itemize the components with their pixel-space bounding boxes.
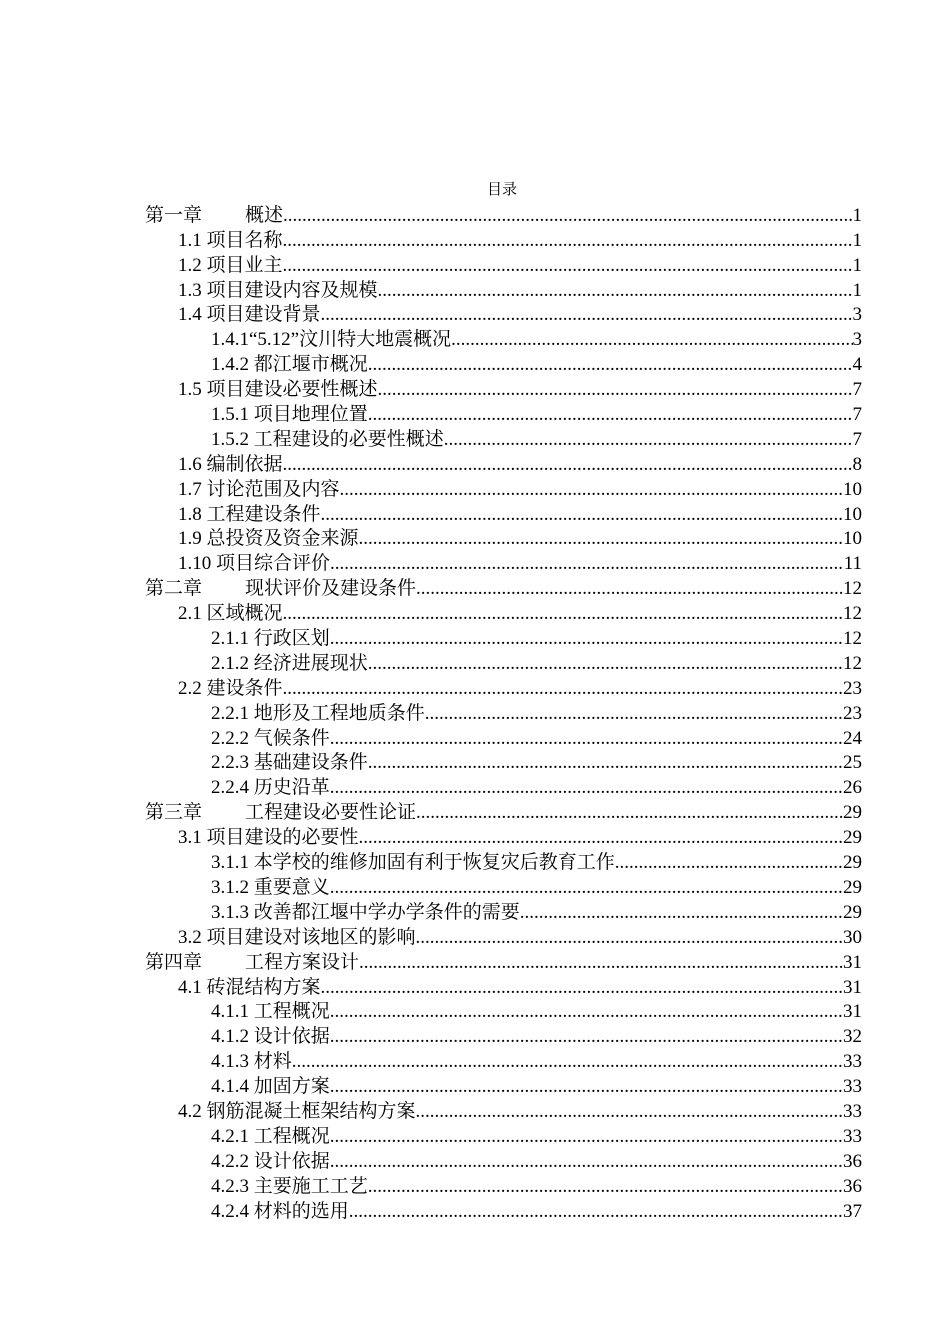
toc-page-number: 10 [843,503,862,525]
toc-page-number: 10 [843,478,862,500]
toc-dot-leader [615,852,843,874]
toc-dot-leader [330,1151,843,1173]
toc-entry-text: 3.1.2 重要意义 [211,876,330,898]
toc-page-number: 29 [843,876,862,898]
toc-page-number: 3 [852,304,862,326]
toc-chapter-row[interactable] [0,949,950,974]
toc-subsection-row[interactable] [0,326,950,351]
toc-entry-label [178,255,283,277]
toc-entry-text: 4.2.2 设计依据 [211,1150,330,1172]
toc-section-row[interactable] [0,376,950,401]
toc-entry-label [211,404,368,426]
toc-entry-text: 3.2 项目建设对该地区的影响 [178,926,416,948]
toc-entry-text: 工程建设必要性论证 [245,802,417,824]
toc-dot-leader [330,628,843,650]
toc-subsection-row[interactable] [0,351,950,376]
toc-entry-text: 1.9 总投资及资金来源 [178,528,359,550]
toc-entry-label [211,1001,330,1023]
toc-entry-text: 概述 [245,204,284,226]
toc-dot-leader [359,952,843,974]
toc-entry-label [178,977,321,999]
toc-entry-label [178,827,359,849]
toc-dot-leader [330,728,843,750]
toc-entry-text: 1.4.1“5.12”汶川特大地震概况 [211,329,452,351]
toc-entry-label [211,1151,330,1173]
table-of-contents [0,202,950,1223]
toc-section-row[interactable] [0,476,950,501]
toc-entry-label [211,1126,330,1148]
toc-entry-text: 1.8 工程建设条件 [178,503,321,525]
toc-dot-leader [330,553,844,575]
toc-chapter-row[interactable] [0,202,950,227]
toc-page-number: 11 [843,553,862,575]
toc-page-number: 33 [843,1100,862,1122]
toc-dot-leader [368,752,843,774]
toc-entry-text: 2.2.1 地形及工程地质条件 [211,702,425,724]
toc-subsection-row[interactable] [0,1148,950,1173]
toc-dot-leader [283,230,853,252]
toc-section-row[interactable] [0,550,950,575]
toc-entry-label [211,902,520,924]
toc-subsection-row[interactable] [0,899,950,924]
toc-dot-leader [359,528,843,550]
toc-dot-leader [349,1201,843,1223]
toc-page-number: 12 [843,628,862,650]
toc-entry-label [178,553,330,575]
toc-dot-leader [283,678,843,700]
toc-entry-text: 4.1.4 加固方案 [211,1076,330,1098]
toc-subsection-row[interactable] [0,1073,950,1098]
toc-page-number: 26 [843,777,862,799]
toc-section-row[interactable] [0,974,950,999]
toc-entry-text: 2.2 建设条件 [178,677,283,699]
toc-entry-label [211,728,330,750]
toc-entry-label [178,504,321,526]
toc-dot-leader [330,1126,843,1148]
toc-entry-text: 3.1 项目建设的必要性 [178,827,359,849]
toc-entry-label [178,927,416,949]
toc-entry-label [211,852,615,874]
toc-entry-text: 现状评价及建设条件 [245,578,417,600]
toc-dot-leader [451,329,852,351]
toc-entry-label [145,952,359,974]
toc-page-number: 12 [843,652,862,674]
toc-page-number: 33 [843,1051,862,1073]
toc-entry-text: 1.1 项目名称 [178,229,283,251]
toc-entry-text: 4.1 砖混结构方案 [178,976,321,998]
toc-entry-text: 1.6 编制依据 [178,453,283,475]
toc-chapter-number: 第四章 [145,951,203,973]
toc-section-row[interactable] [0,824,950,849]
toc-dot-leader [416,802,843,824]
toc-page-number: 10 [843,528,862,550]
toc-page-number: 1 [852,279,862,301]
toc-entry-label [178,1101,416,1123]
toc-entry-text: 工程方案设计 [245,951,360,973]
toc-entry-text: 1.5.1 项目地理位置 [211,404,368,426]
toc-entry-label [178,454,283,476]
toc-page-number: 29 [843,802,862,824]
toc-section-row[interactable] [0,1098,950,1123]
toc-subsection-row[interactable] [0,700,950,725]
toc-entry-label [145,578,416,600]
toc-dot-leader [368,653,843,675]
toc-subsection-row[interactable] [0,874,950,899]
toc-entry-text: 3.1.1 本学校的维修加固有利于恢复灾后教育工作 [211,852,615,874]
toc-entry-text: 4.1.3 材料 [211,1051,292,1073]
toc-subsection-row[interactable] [0,725,950,750]
toc-entry-text: 2.2.3 基础建设条件 [211,752,368,774]
toc-entry-label [211,1026,330,1048]
toc-dot-leader [378,379,853,401]
toc-entry-text: 1.7 讨论范围及内容 [178,478,340,500]
toc-dot-leader [283,205,852,227]
toc-page-number: 12 [843,578,862,600]
toc-entry-text: 2.1.2 经济进展现状 [211,652,368,674]
toc-entry-label [211,1176,368,1198]
toc-chapter-row[interactable] [0,575,950,600]
toc-dot-leader [416,927,843,949]
toc-entry-text: 1.5 项目建设必要性概述 [178,379,378,401]
toc-dot-leader [520,902,843,924]
toc-section-row[interactable] [0,252,950,277]
toc-page-number: 8 [852,453,862,475]
toc-entry-text: 2.1 区域概况 [178,603,283,625]
toc-entry-text: 4.1.2 设计依据 [211,1026,330,1048]
toc-subsection-row[interactable] [0,650,950,675]
toc-subsection-row[interactable] [0,1023,950,1048]
toc-entry-text: 1.3 项目建设内容及规模 [178,279,378,301]
toc-entry-text: 4.2.3 主要施工工艺 [211,1175,368,1197]
toc-page-number: 12 [843,603,862,625]
toc-dot-leader [340,479,843,501]
toc-entry-label [178,230,283,252]
toc-entry-label [178,280,378,302]
toc-page-number: 7 [852,379,862,401]
toc-subsection-row[interactable] [0,1048,950,1073]
toc-dot-leader [330,777,843,799]
toc-entry-text: 1.2 项目业主 [178,254,283,276]
toc-page-number: 30 [843,926,862,948]
toc-dot-leader [330,1026,843,1048]
toc-entry-text: 4.2 钢筋混凝土框架结构方案 [178,1100,416,1122]
toc-entry-label [211,429,444,451]
toc-page-number: 7 [852,428,862,450]
toc-page-number: 31 [843,1001,862,1023]
toc-chapter-row[interactable] [0,799,950,824]
toc-subsection-row[interactable] [0,849,950,874]
toc-page-number: 23 [843,702,862,724]
toc-dot-leader [283,454,853,476]
toc-subsection-row[interactable] [0,1198,950,1223]
toc-entry-label [211,329,451,351]
toc-section-row[interactable] [0,302,950,327]
toc-entry-text: 4.2.1 工程概况 [211,1125,330,1147]
toc-entry-text: 4.2.4 材料的选用 [211,1200,349,1222]
toc-page-number: 31 [843,951,862,973]
toc-entry-label [178,304,321,326]
toc-page-number: 4 [852,354,862,376]
toc-dot-leader [321,977,843,999]
toc-page-number: 32 [843,1026,862,1048]
toc-section-row[interactable] [0,277,950,302]
toc-entry-text: 2.1.1 行政区划 [211,628,330,650]
toc-dot-leader [425,703,843,725]
toc-dot-leader [283,255,853,277]
toc-page-number: 1 [852,204,862,226]
toc-section-row[interactable] [0,227,950,252]
toc-entry-label [211,777,330,799]
toc-entry-label [211,653,368,675]
toc-section-row[interactable] [0,526,950,551]
toc-entry-text: 1.5.2 工程建设的必要性概述 [211,428,444,450]
toc-page-number: 29 [843,852,862,874]
toc-dot-leader [283,603,843,625]
toc-section-row[interactable] [0,600,950,625]
toc-page-number: 29 [843,901,862,923]
toc-section-row[interactable] [0,924,950,949]
toc-page-number: 31 [843,976,862,998]
toc-entry-label [178,603,283,625]
toc-page-number: 33 [843,1125,862,1147]
toc-dot-leader [321,504,843,526]
toc-entry-label [145,205,283,227]
toc-entry-text: 1.4.2 都江堰市概况 [211,354,368,376]
toc-dot-leader [368,1176,843,1198]
toc-entry-label [211,1201,349,1223]
toc-chapter-number: 第三章 [145,802,203,824]
toc-entry-text: 1.10 项目综合评价 [178,553,331,575]
toc-subsection-row[interactable] [0,625,950,650]
toc-entry-text: 4.1.1 工程概况 [211,1001,330,1023]
toc-dot-leader [292,1051,843,1073]
toc-dot-leader [330,877,843,899]
toc-section-row[interactable] [0,675,950,700]
toc-entry-label [211,628,330,650]
toc-chapter-number: 第二章 [145,578,203,600]
toc-subsection-row[interactable] [0,426,950,451]
toc-entry-label [211,1051,292,1073]
toc-entry-label [211,703,425,725]
toc-dot-leader [330,1001,843,1023]
toc-dot-leader [416,578,843,600]
toc-section-row[interactable] [0,501,950,526]
toc-page-number: 23 [843,677,862,699]
toc-subsection-row[interactable] [0,1173,950,1198]
toc-page-number: 3 [852,329,862,351]
toc-entry-label [211,877,330,899]
toc-page-number: 29 [843,827,862,849]
toc-entry-label [178,479,340,501]
toc-dot-leader [359,827,843,849]
toc-page-number: 33 [843,1076,862,1098]
toc-subsection-row[interactable] [0,999,950,1024]
toc-entry-label [211,752,368,774]
toc-entry-label [178,528,359,550]
toc-entry-label [145,802,416,824]
toc-chapter-number: 第一章 [145,204,203,226]
toc-subsection-row[interactable] [0,1123,950,1148]
toc-entry-label [178,678,283,700]
toc-page-number: 25 [843,752,862,774]
toc-subsection-row[interactable] [0,401,950,426]
toc-entry-text: 1.4 项目建设背景 [178,304,321,326]
toc-entry-label [178,379,378,401]
toc-section-row[interactable] [0,451,950,476]
toc-page-number: 37 [843,1200,862,1222]
toc-dot-leader [378,280,853,302]
toc-page-number: 36 [843,1150,862,1172]
toc-page-number: 1 [852,254,862,276]
toc-dot-leader [368,354,853,376]
toc-page-number: 7 [852,404,862,426]
toc-page-number: 24 [843,727,862,749]
toc-subsection-row[interactable] [0,774,950,799]
toc-dot-leader [416,1101,843,1123]
toc-dot-leader [330,1076,843,1098]
toc-subsection-row[interactable] [0,750,950,775]
toc-entry-label [211,354,368,376]
toc-entry-text: 2.2.4 历史沿革 [211,777,330,799]
toc-entry-text: 2.2.2 气候条件 [211,727,330,749]
page-title: 目录 [486,182,517,198]
toc-dot-leader [444,429,853,451]
toc-dot-leader [321,304,853,326]
toc-page-number: 1 [852,229,862,251]
toc-entry-text: 3.1.3 改善都江堰中学办学条件的需要 [211,901,520,923]
toc-page-number: 36 [843,1175,862,1197]
toc-entry-label [211,1076,330,1098]
toc-dot-leader [368,404,853,426]
